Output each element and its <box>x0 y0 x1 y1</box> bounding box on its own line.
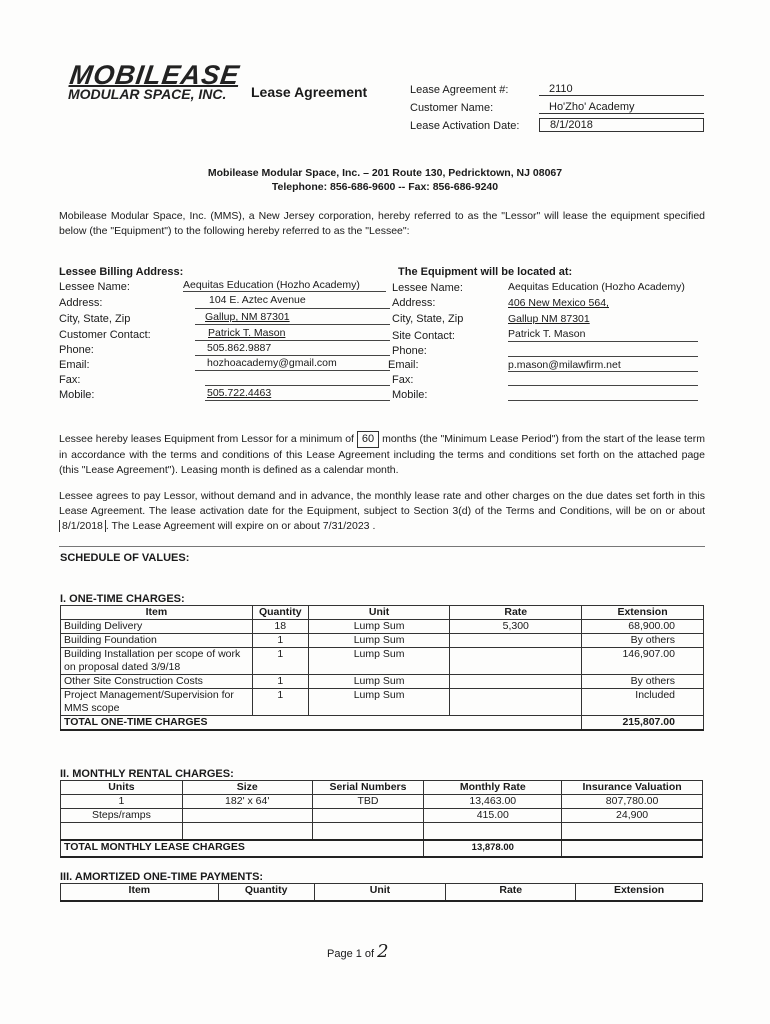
column-header: Unit <box>308 606 450 620</box>
table-cell: 1 <box>61 795 183 809</box>
location-phone-line <box>508 356 698 357</box>
table-cell: Building Foundation <box>61 634 253 648</box>
table-cell: Lump Sum <box>308 689 450 716</box>
table-row <box>61 689 704 716</box>
table-row <box>61 823 703 840</box>
table-cell: TBD <box>312 795 424 809</box>
billing-city-value: Gallup, NM 87301 <box>205 311 290 323</box>
billing-email-label: Email: <box>59 359 90 371</box>
location-city-value: Gallup NM 87301 <box>508 313 590 325</box>
column-header: Extension <box>576 884 703 901</box>
table-cell: 13,463.00 <box>424 795 562 809</box>
one-time-charges-table <box>60 605 704 731</box>
column-header: Rate <box>446 884 576 901</box>
table-cell: 807,780.00 <box>562 795 703 809</box>
location-phone-label: Phone: <box>392 345 427 357</box>
table-cell: 1 <box>252 648 308 675</box>
table-cell <box>450 648 582 675</box>
billing-email-line <box>195 370 390 371</box>
table-cell: 1 <box>252 675 308 689</box>
table-cell: By others <box>582 634 704 648</box>
billing-name-label: Lessee Name: <box>59 281 130 293</box>
table-cell <box>182 809 312 823</box>
table-row <box>61 648 704 675</box>
billing-phone-label: Phone: <box>59 344 94 356</box>
customer-name-value: Ho'Zho' Academy <box>539 101 704 114</box>
table-cell <box>450 675 582 689</box>
table-cell: 415.00 <box>424 809 562 823</box>
location-contact-line <box>508 341 698 342</box>
activation-date-value: 8/1/2018 <box>539 118 704 132</box>
customer-name-label: Customer Name: <box>410 102 494 114</box>
table-cell: Lump Sum <box>308 648 450 675</box>
monthly-heading: II. MONTHLY RENTAL CHARGES: <box>60 768 234 780</box>
location-mobile-line <box>508 400 698 401</box>
table-header-row <box>61 606 704 620</box>
billing-email-value: hozhoacademy@gmail.com <box>207 357 337 369</box>
company-logo: MOBILEASE <box>67 60 242 90</box>
billing-contact-label: Customer Contact: <box>59 329 151 341</box>
lease-number-label: Lease Agreement #: <box>410 84 509 96</box>
section-divider <box>59 546 705 547</box>
one-time-heading: I. ONE-TIME CHARGES: <box>60 593 185 605</box>
table-cell: 24,900 <box>562 809 703 823</box>
table-cell <box>182 823 312 840</box>
payment-text-a: Lessee agrees to pay Lessor, without demand and in advance, the monthly lease rate and other charges on the due dates set forth in this Lease Agreement. The lease activation date for the Equipment, subject to Section 3(d) of the Terms and Conditions, will be on or about <box>59 490 705 517</box>
table-cell <box>424 823 562 840</box>
table-row <box>61 634 704 648</box>
column-header: Item <box>61 606 253 620</box>
table-cell: Building Delivery <box>61 620 253 634</box>
table-cell: Lump Sum <box>308 675 450 689</box>
table-cell: Lump Sum <box>308 620 450 634</box>
billing-mobile-value: 505.722.4463 <box>207 387 272 399</box>
table-cell <box>450 689 582 716</box>
table-cell <box>312 809 424 823</box>
total-label: TOTAL ONE-TIME CHARGES <box>61 716 582 731</box>
location-email-line <box>508 371 698 372</box>
billing-contact-value: Patrick T. Mason <box>208 327 286 339</box>
amortized-heading: III. AMORTIZED ONE-TIME PAYMENTS: <box>60 871 264 883</box>
table-row <box>61 620 704 634</box>
location-contact-value: Patrick T. Mason <box>508 328 586 340</box>
billing-heading: Lessee Billing Address: <box>59 266 184 278</box>
table-cell: By others <box>582 675 704 689</box>
table-header-row <box>61 884 703 901</box>
table-cell: 182' x 64' <box>182 795 312 809</box>
column-header: Unit <box>314 884 446 901</box>
table-row <box>61 795 703 809</box>
billing-city-label: City, State, Zip <box>59 313 131 325</box>
table-row <box>61 675 704 689</box>
column-header: Quantity <box>218 884 314 901</box>
company-phone: Telephone: 856-686-9600 -- Fax: 856-686-9240 <box>271 181 499 193</box>
table-cell: Steps/ramps <box>61 809 183 823</box>
lease-term-text-b: months (the "Minimum Lease Period") from the start of the lease term in accordance with the terms and conditions of this Lease Agreement including the terms and conditions set forth on the attached page (this "Lease Agreement"). Leasing month is defined as a calendar month. <box>59 433 706 476</box>
billing-fax-line <box>205 385 390 386</box>
billing-city-line <box>195 324 390 325</box>
location-city-label: City, State, Zip <box>392 313 464 325</box>
column-header: Serial Numbers <box>312 781 424 795</box>
location-mobile-label: Mobile: <box>392 389 428 401</box>
location-email-value: p.mason@milawfirm.net <box>508 359 621 371</box>
location-heading: The Equipment will be located at: <box>398 266 573 278</box>
page-total-handwritten: 2 <box>377 941 389 962</box>
billing-mobile-line <box>205 400 390 401</box>
location-name-label: Lessee Name: <box>392 282 463 294</box>
schedule-heading: SCHEDULE OF VALUES: <box>60 552 190 564</box>
page-number <box>327 941 389 962</box>
column-header: Item <box>61 884 219 901</box>
table-row <box>61 809 703 823</box>
table-cell <box>61 823 183 840</box>
column-header: Quantity <box>252 606 308 620</box>
total-value: 13,878.00 <box>424 840 562 857</box>
table-cell: 1 <box>252 689 308 716</box>
page-label: Page 1 of <box>327 948 375 960</box>
table-cell: 68,900.00 <box>582 620 704 634</box>
total-label: TOTAL MONTHLY LEASE CHARGES <box>61 840 424 857</box>
column-header: Rate <box>450 606 582 620</box>
table-cell: 18 <box>252 620 308 634</box>
location-email-label: Email: <box>388 359 419 371</box>
location-address-value: 406 New Mexico 564, <box>508 297 609 309</box>
table-cell: Other Site Construction Costs <box>61 675 253 689</box>
location-fax-line <box>508 385 698 386</box>
table-cell: Project Management/Supervision for MMS scope <box>61 689 253 716</box>
table-cell: 146,907.00 <box>582 648 704 675</box>
location-address-label: Address: <box>392 297 436 309</box>
intro-paragraph: Mobilease Modular Space, Inc. (MMS), a New Jersey corporation, hereby referred to as the "Lessor" will lease the equipment specified below (the "Equipment") to the following hereby referred to as the "Lessee": <box>59 210 705 237</box>
column-header: Size <box>182 781 312 795</box>
billing-address-line <box>195 308 390 309</box>
document-title: Lease Agreement <box>251 84 368 100</box>
company-logo-subtitle: MODULAR SPACE, INC. <box>68 86 227 102</box>
billing-fax-label: Fax: <box>59 374 81 386</box>
billing-phone-line <box>195 355 390 356</box>
minimum-months-box: 60 <box>357 431 379 448</box>
billing-name-value: Aequitas Education (Hozho Academy) <box>183 279 386 292</box>
payment-text-b: . The Lease Agreement will expire on or about 7/31/2023 . <box>105 520 376 532</box>
table-total-row <box>61 840 703 857</box>
table-total-row <box>61 716 704 731</box>
column-header: Units <box>61 781 183 795</box>
company-address: Mobilease Modular Space, Inc. – 201 Route 130, Pedricktown, NJ 08067 <box>207 167 563 179</box>
table-cell <box>450 634 582 648</box>
table-cell: Included <box>582 689 704 716</box>
table-header-row <box>61 781 703 795</box>
lease-term-paragraph <box>59 431 705 478</box>
lease-term-text-a: Lessee hereby leases Equipment from Lessor for a minimum of <box>59 433 354 445</box>
payment-paragraph <box>59 489 705 534</box>
monthly-charges-table <box>60 780 703 858</box>
table-cell: 5,300 <box>450 620 582 634</box>
lease-activation-date-inline: 8/1/2018 <box>59 520 106 532</box>
billing-address-value: 104 E. Aztec Avenue <box>209 294 306 306</box>
billing-mobile-label: Mobile: <box>59 389 95 401</box>
billing-phone-value: 505.862.9887 <box>207 342 272 354</box>
billing-address-label: Address: <box>59 297 103 309</box>
location-contact-label: Site Contact: <box>392 330 455 342</box>
activation-date-label: Lease Activation Date: <box>410 120 520 132</box>
amortized-payments-table <box>60 883 703 902</box>
location-fax-label: Fax: <box>392 374 414 386</box>
table-cell: Lump Sum <box>308 634 450 648</box>
lease-number-value: 2110 <box>539 83 704 96</box>
table-cell <box>562 823 703 840</box>
column-header: Extension <box>582 606 704 620</box>
column-header: Monthly Rate <box>424 781 562 795</box>
table-cell <box>562 840 703 857</box>
table-cell <box>312 823 424 840</box>
table-cell: 1 <box>252 634 308 648</box>
total-value: 215,807.00 <box>582 716 704 731</box>
column-header: Insurance Valuation <box>562 781 703 795</box>
location-name-value: Aequitas Education (Hozho Academy) <box>508 281 685 293</box>
billing-contact-line <box>195 340 390 341</box>
table-cell: Building Installation per scope of work on proposal dated 3/9/18 <box>61 648 253 675</box>
